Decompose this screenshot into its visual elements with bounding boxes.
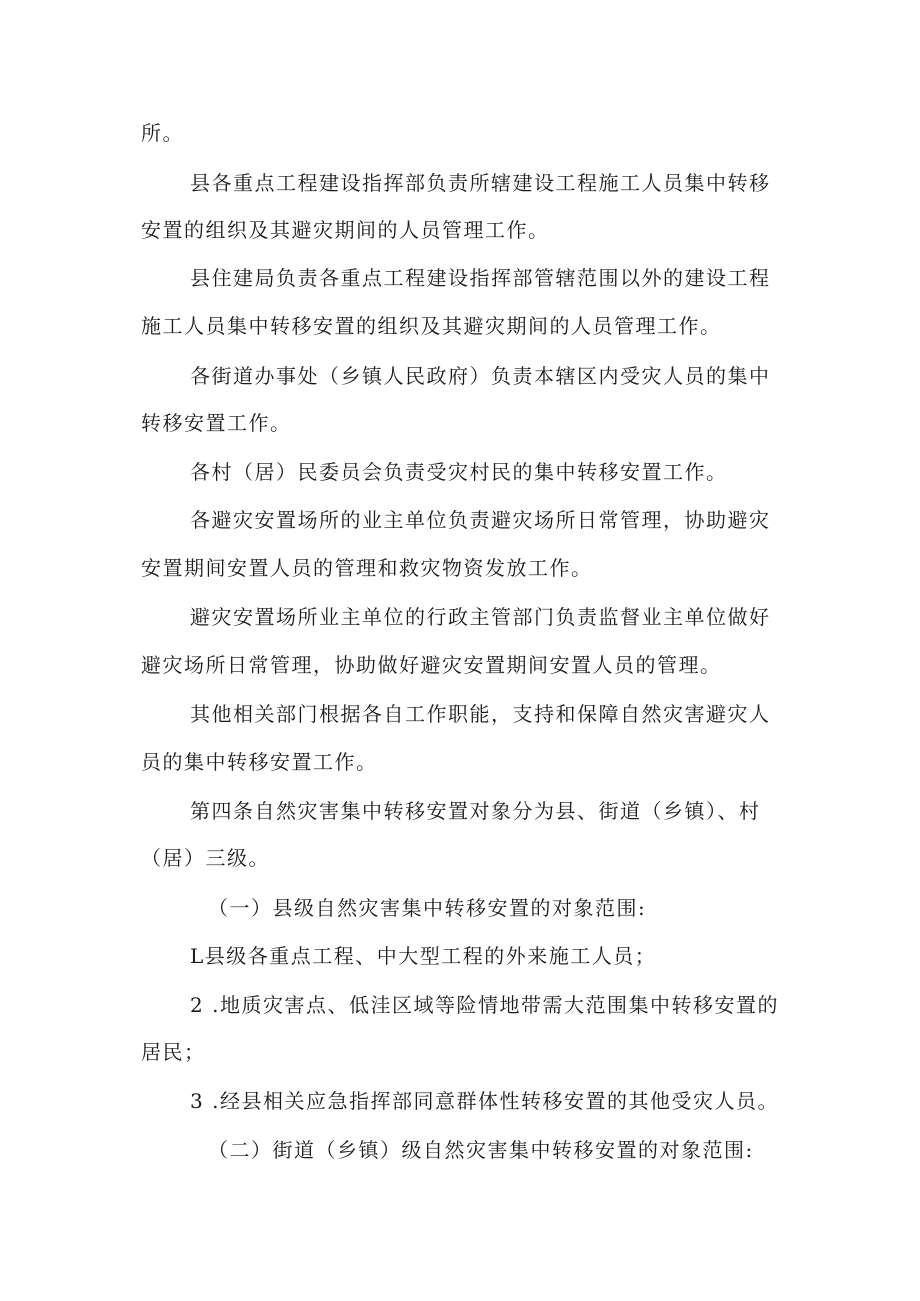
text-line: （居）三级。 [141, 846, 270, 870]
text-line: 各街道办事处（乡镇人民政府）负责本辖区内受灾人员的集中 [190, 364, 771, 388]
text-line: 各村（居）民委员会负责受灾村民的集中转移安置工作。 [190, 460, 728, 484]
text-line: 所。 [141, 121, 184, 145]
text-line: 居民； [141, 1040, 206, 1064]
text-line: 县各重点工程建设指挥部负责所辖建设工程施工人员集中转移 [190, 171, 771, 195]
text-line: 避灾场所日常管理，协助做好避灾安置期间安置人员的管理。 [141, 653, 722, 677]
text-line: 其他相关部门根据各自工作职能，支持和保障自然灾害避灾人 [190, 702, 771, 726]
text-line: （二）街道（乡镇）级自然灾害集中转移安置的对象范围: [208, 1138, 754, 1162]
text-line: 3 .经县相关应急指挥部同意群体性转移安置的其他受灾人员。 [190, 1089, 779, 1113]
text-line: （一）县级自然灾害集中转移安置的对象范围: [208, 896, 647, 920]
text-line: 避灾安置场所业主单位的行政主管部门负责监督业主单位做好 [190, 605, 771, 629]
text-line: 转移安置工作。 [141, 411, 292, 435]
text-line: 安置的组织及其避灾期间的人员管理工作。 [141, 218, 550, 242]
text-line: 2 .地质灾害点、低洼区域等险情地带需大范围集中转移安置的 [190, 993, 779, 1017]
text-line: 第四条自然灾害集中转移安置对象分为县、街道（乡镇）、村 [190, 799, 761, 823]
text-line: 员的集中转移安置工作。 [141, 750, 378, 774]
text-line: L县级各重点工程、中大型工程的外来施工人员； [190, 944, 657, 968]
text-line: 施工人员集中转移安置的组织及其避灾期间的人员管理工作。 [141, 314, 722, 338]
text-line: 县住建局负责各重点工程建设指挥部管辖范围以外的建设工程 [190, 266, 771, 290]
text-line: 安置期间安置人员的管理和救灾物资发放工作。 [141, 556, 593, 580]
text-line: 各避灾安置场所的业主单位负责避灾场所日常管理，协助避灾 [190, 508, 771, 532]
